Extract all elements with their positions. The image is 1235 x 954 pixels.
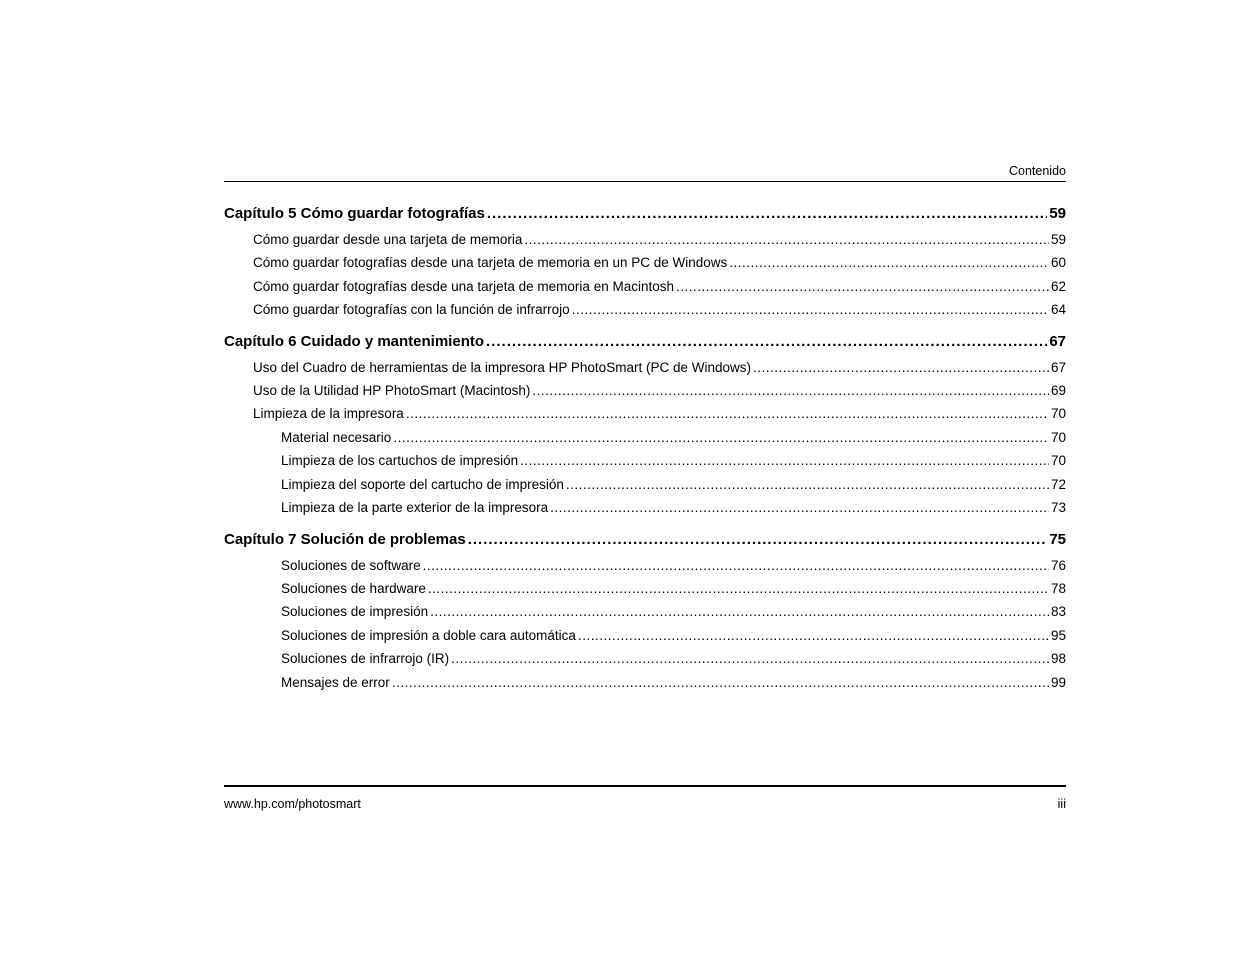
dot-leader — [566, 477, 1049, 492]
toc-entry-page: 70 — [1050, 430, 1066, 445]
toc-entry-title: Cómo guardar fotografías desde una tarjeta de memoria en un PC de Windows — [253, 255, 728, 270]
toc-entry-page: 78 — [1050, 581, 1066, 596]
dot-leader — [753, 360, 1049, 375]
toc-entry-page: 73 — [1050, 500, 1066, 515]
toc-entry-page: 99 — [1050, 675, 1066, 690]
toc-entry-page: 95 — [1050, 628, 1066, 643]
toc-entry-title: Soluciones de hardware — [281, 581, 426, 596]
toc-entry[interactable] — [224, 255, 1066, 270]
toc-entry-title: Mensajes de error — [281, 675, 390, 690]
toc-entry-title: Uso de la Utilidad HP PhotoSmart (Macintosh) — [253, 383, 531, 398]
toc-chapter-6[interactable] — [224, 333, 1066, 350]
dot-leader — [524, 232, 1049, 247]
toc-entry-title: Cómo guardar fotografías con la función de infrarrojo — [253, 302, 570, 317]
toc-entry[interactable] — [224, 383, 1066, 398]
dot-leader — [430, 604, 1049, 619]
toc-entry-page: 76 — [1050, 558, 1066, 573]
dot-leader — [578, 628, 1049, 643]
toc-entry[interactable] — [224, 279, 1066, 294]
toc-entry-page: 75 — [1049, 531, 1066, 548]
toc-entry-page: 59 — [1050, 232, 1066, 247]
toc-entry-page: 67 — [1050, 360, 1066, 375]
toc-entry-title: Limpieza de la impresora — [253, 406, 404, 421]
toc-entry[interactable] — [224, 581, 1066, 596]
dot-leader — [393, 430, 1049, 445]
toc-entry[interactable] — [224, 302, 1066, 317]
toc-entry-title: Soluciones de impresión a doble cara automática — [281, 628, 576, 643]
toc-entry-title: Limpieza de la parte exterior de la impresora — [281, 500, 549, 515]
header-rule — [224, 181, 1066, 182]
toc-entry[interactable] — [224, 232, 1066, 247]
toc-entry-title: Soluciones de software — [281, 558, 421, 573]
dot-leader — [520, 453, 1049, 468]
toc-entry[interactable] — [224, 453, 1066, 468]
toc-entry-page: 83 — [1050, 604, 1066, 619]
toc-entry-title: Cómo guardar fotografías desde una tarjeta de memoria en Macintosh — [253, 279, 674, 294]
dot-leader — [468, 531, 1048, 548]
toc-entry-page: 69 — [1050, 383, 1066, 398]
toc-entry[interactable] — [224, 628, 1066, 643]
toc-entry-title: Uso del Cuadro de herramientas de la impresora HP PhotoSmart (PC de Windows) — [253, 360, 751, 375]
dot-leader — [729, 255, 1049, 270]
toc-entry[interactable] — [224, 675, 1066, 690]
toc-chapter-5[interactable] — [224, 205, 1066, 222]
toc-entry[interactable] — [224, 558, 1066, 573]
toc-entry-title: Cómo guardar desde una tarjeta de memoria — [253, 232, 523, 247]
toc-entry-title: Limpieza del soporte del cartucho de impresión — [281, 477, 564, 492]
dot-leader — [428, 581, 1049, 596]
toc-entry-title: Limpieza de los cartuchos de impresión — [281, 453, 519, 468]
toc-entry-page: 70 — [1050, 406, 1066, 421]
dot-leader — [676, 279, 1049, 294]
toc-entry-page: 59 — [1049, 205, 1066, 222]
toc-entry-title: Capítulo 6 Cuidado y mantenimiento — [224, 333, 485, 350]
toc-entry-title: Capítulo 7 Solución de problemas — [224, 531, 466, 548]
dot-leader — [423, 558, 1049, 573]
toc-entry[interactable] — [224, 500, 1066, 515]
toc-entry[interactable] — [224, 360, 1066, 375]
dot-leader — [392, 675, 1049, 690]
dot-leader — [487, 205, 1047, 222]
dot-leader — [572, 302, 1049, 317]
toc-entry-page: 64 — [1050, 302, 1066, 317]
dot-leader — [486, 333, 1047, 350]
toc-entry[interactable] — [224, 477, 1066, 492]
toc-entry[interactable] — [224, 604, 1066, 619]
dot-leader — [550, 500, 1049, 515]
toc-entry[interactable] — [224, 651, 1066, 666]
toc-entry-page: 62 — [1050, 279, 1066, 294]
toc-entry[interactable] — [224, 430, 1066, 445]
running-header: Contenido — [1009, 164, 1066, 178]
toc-entry-page: 67 — [1049, 333, 1066, 350]
dot-leader — [532, 383, 1049, 398]
footer-url: www.hp.com/photosmart — [224, 797, 361, 811]
toc-entry-title: Soluciones de infrarrojo (IR) — [281, 651, 450, 666]
toc-chapter-7[interactable] — [224, 531, 1066, 548]
footer-page-number: iii — [1057, 797, 1066, 811]
toc-entry-page: 72 — [1050, 477, 1066, 492]
footer-rule — [224, 785, 1066, 787]
toc-entry-page: 60 — [1050, 255, 1066, 270]
dot-leader — [406, 406, 1049, 421]
toc-entry-title: Capítulo 5 Cómo guardar fotografías — [224, 205, 485, 222]
toc-entry[interactable] — [224, 406, 1066, 421]
toc-entry-title: Soluciones de impresión — [281, 604, 429, 619]
toc-entry-title: Material necesario — [281, 430, 392, 445]
dot-leader — [451, 651, 1049, 666]
toc-entry-page: 98 — [1050, 651, 1066, 666]
toc-entry-page: 70 — [1050, 453, 1066, 468]
